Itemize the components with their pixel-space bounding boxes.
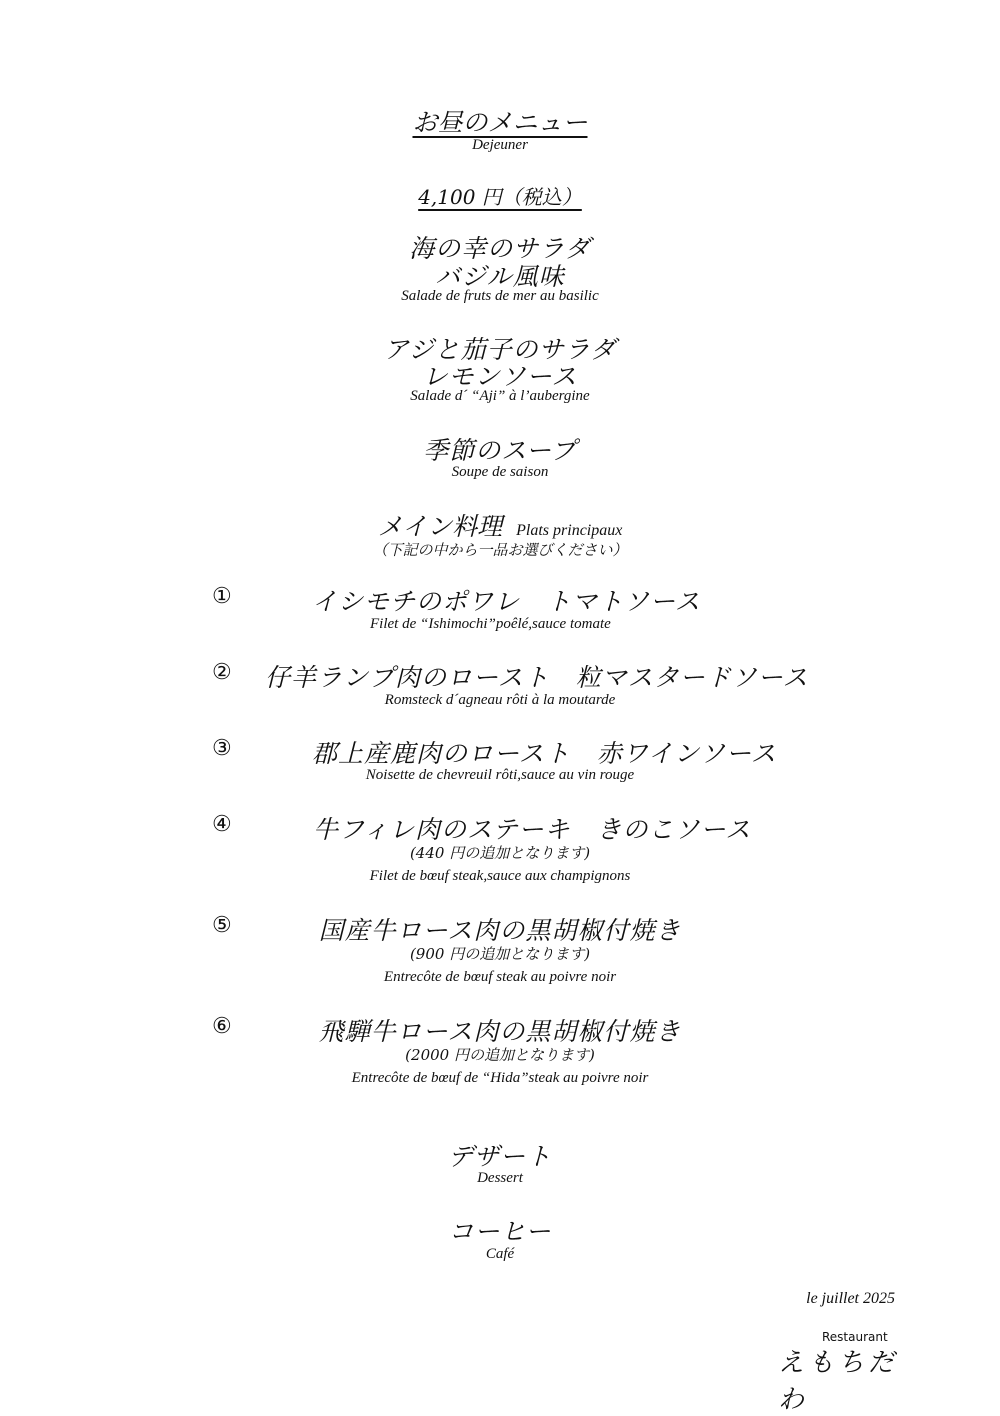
logo-script-name: えもちだわ: [778, 1348, 899, 1415]
main-item-4-note: (440 円の追加となります): [409, 844, 591, 862]
restaurant-logo: [776, 1328, 921, 1415]
coffee-fr: Café: [485, 1246, 515, 1262]
coffee-jp: コーヒー: [448, 1217, 552, 1246]
course-2-fr: Salade d´ “Aji” à l’aubergine: [410, 388, 590, 404]
dessert-jp: デザート: [447, 1142, 552, 1171]
course-1-jp-line1: 海の幸のサラダ: [409, 234, 591, 263]
main-course-heading: [0, 507, 1000, 543]
main-item-4-jp: 牛フィレ肉のステーキ きのこソース: [313, 815, 752, 844]
logo-restaurant-label: Restaurant: [822, 1330, 888, 1344]
course-3-fr: Soupe de saison: [451, 464, 549, 480]
main-item-2-number: ②: [212, 660, 232, 685]
menu-price: 4,100 円（税込）: [418, 185, 582, 209]
main-item-2-jp: 仔羊ランプ肉のロースト 粒マスタードソース: [265, 663, 809, 692]
main-item-5-fr: Entrecôte de bœuf steak au poivre noir: [383, 969, 617, 985]
course-1-fr: Salade de fruts de mer au basilic: [401, 288, 599, 304]
main-item-3-number: ③: [212, 736, 232, 761]
main-item-6-jp: 飛騨牛ロース肉の黒胡椒付焼き: [318, 1017, 682, 1046]
course-2-jp-line1: アジと茄子のサラダ: [383, 335, 617, 364]
menu-subtitle: Dejeuner: [472, 137, 528, 153]
main-item-6-note: (2000 円の追加となります): [405, 1046, 595, 1064]
main-item-5-note: (900 円の追加となります): [409, 945, 591, 963]
main-item-3-jp: 郡上産鹿肉のロースト 赤ワインソース: [312, 739, 777, 768]
main-title-jp: メイン料理: [377, 512, 503, 541]
main-item-6-fr: Entrecôte de bœuf de “Hida”steak au poivre noir: [351, 1070, 649, 1086]
main-item-3-fr: Noisette de chevreuil rôti,sauce au vin rouge: [365, 767, 635, 783]
course-2-jp-line2: レモンソース: [422, 362, 578, 391]
menu-date: le juillet 2025: [806, 1290, 895, 1307]
main-item-4-fr: Filet de bœuf steak,sauce aux champignons: [369, 868, 631, 884]
main-note: （下記の中から一品お選びください）: [372, 541, 628, 559]
main-item-5-jp: 国産牛ロース肉の黒胡椒付焼き: [318, 916, 682, 945]
main-item-2-fr: Romsteck d´agneau rôti à la moutarde: [384, 692, 616, 708]
main-item-4-number: ④: [212, 812, 232, 837]
dessert-fr: Dessert: [477, 1170, 523, 1186]
menu-title: お昼のメニュー: [412, 108, 588, 137]
main-item-5-number: ⑤: [212, 913, 232, 938]
main-item-6-number: ⑥: [212, 1014, 232, 1039]
course-1-jp-line2: バジル風味: [435, 262, 565, 291]
main-title-fr: Plats principaux: [516, 522, 623, 539]
course-3-jp: 季節のスープ: [423, 436, 577, 465]
main-item-1-number: ①: [212, 584, 232, 609]
